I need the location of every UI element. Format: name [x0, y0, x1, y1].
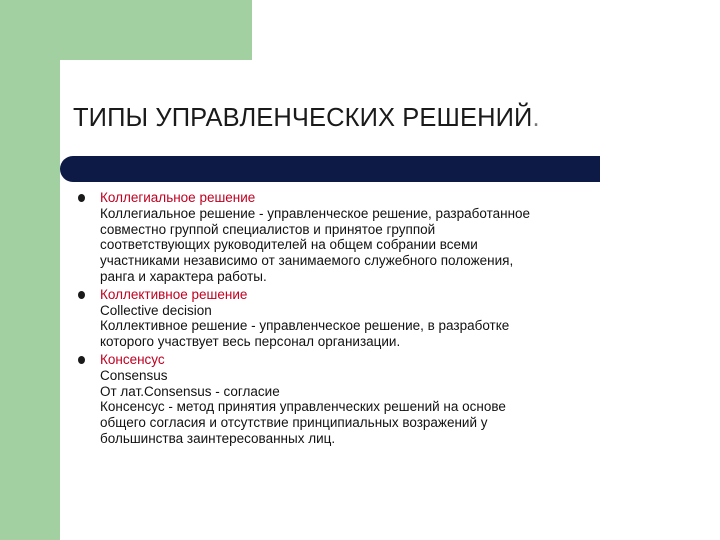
- decorative-green-left: [0, 0, 60, 540]
- item-text-line: большинства заинтересованных лиц.: [100, 430, 336, 446]
- list-item: [78, 287, 648, 350]
- item-text-line: От лат.Consensus - согласие: [100, 383, 280, 399]
- item-text-line: совместно группой специалистов и принятое группой: [100, 221, 436, 237]
- bullet-icon: [78, 356, 85, 364]
- item-heading: Консенсус: [100, 351, 165, 367]
- item-text-line: Консенсус - метод принятия управленческих решений на основе: [100, 399, 506, 415]
- bullet-icon: [78, 291, 85, 299]
- slide-title: [73, 104, 540, 133]
- item-text-line: Consensus: [100, 367, 168, 383]
- item-text-line: Collective decision: [100, 302, 212, 318]
- slide-title-text: ТИПЫ УПРАВЛЕНЧЕСКИХ РЕШЕНИЙ: [73, 104, 533, 132]
- item-text-line: соответствующих руководителей на общем собрании всеми: [100, 237, 478, 253]
- item-text-line: ранга и характера работы.: [100, 268, 267, 284]
- slide-content: [78, 190, 648, 447]
- slide-title-dot: .: [532, 104, 540, 132]
- decorative-green-corner: [60, 0, 120, 60]
- list-item: [78, 190, 648, 285]
- item-text-line: участниками независимо от занимаемого служебного положения,: [100, 253, 514, 269]
- item-heading: Коллективное решение: [100, 286, 248, 302]
- item-heading: Коллегиальное решение: [100, 190, 256, 205]
- bullet-icon: [78, 194, 85, 202]
- title-underline-bar: [60, 156, 600, 182]
- item-text-line: Коллегиальное решение - управленческое решение, разработанное: [100, 205, 531, 221]
- list-item: [78, 352, 648, 447]
- item-text-line: которого участвует весь персонал организации.: [100, 334, 401, 350]
- item-text-line: Коллективное решение - управленческое решение, в разработке: [100, 318, 510, 334]
- item-text-line: общего согласия и отсутствие принципиальных возражений у: [100, 415, 488, 431]
